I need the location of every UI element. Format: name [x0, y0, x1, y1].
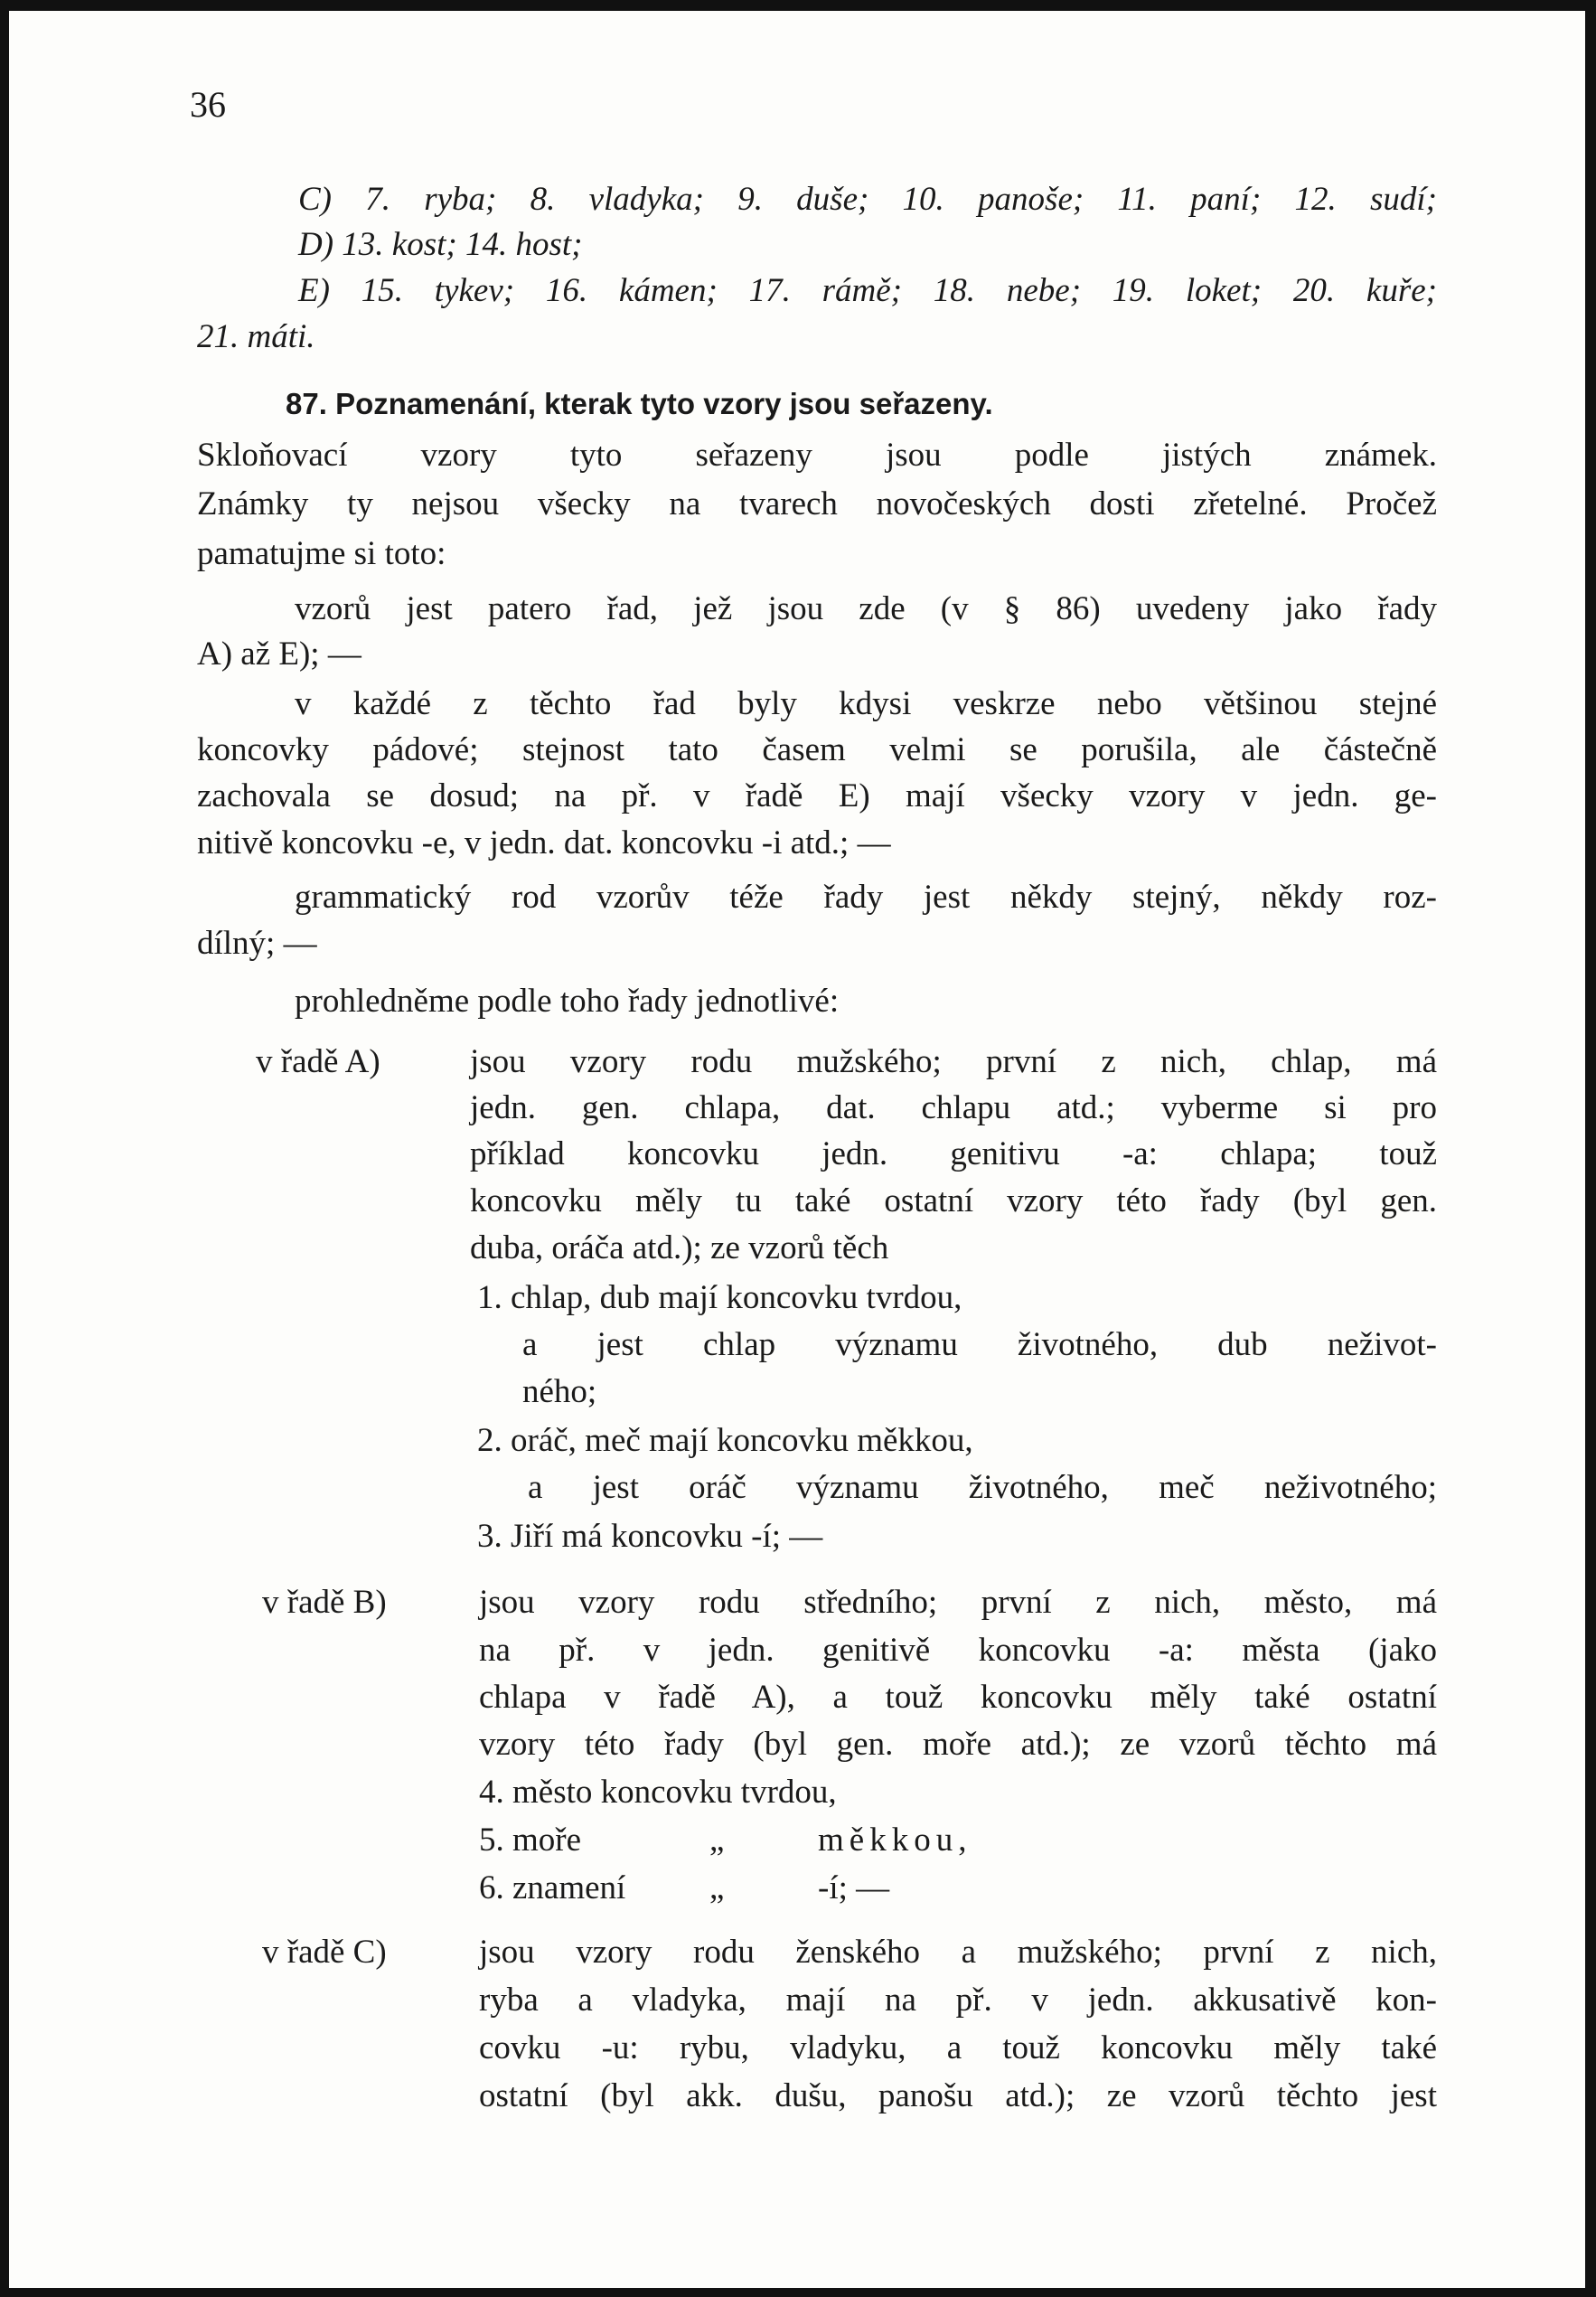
- scan-border-bottom: [0, 2288, 1596, 2297]
- pattern-row-e: E) 15. tykev; 16. kámen; 17. rámě; 18. nebe; 19. loket; 20. kuře;: [298, 272, 1437, 309]
- row-a-item: 3. Jiří má koncovku -í; —: [477, 1518, 823, 1555]
- pattern-row-e-cont: 21. máti.: [197, 318, 315, 355]
- section-title: Poznamenání, kterak tyto vzory jsou seřazeny.: [335, 387, 993, 420]
- row-b-line: jsou vzory rodu středního; první z nich, město, má: [479, 1584, 1437, 1621]
- scan-border-top: [0, 0, 1596, 11]
- row-a-line: jsou vzory rodu mužského; první z nich, chlap, má: [470, 1043, 1437, 1080]
- row-b-item: -í; —: [818, 1869, 890, 1906]
- row-b-item: měkkou,: [818, 1822, 972, 1859]
- paragraph-line: prohledněme podle toho řady jednotlivé:: [295, 983, 840, 1020]
- paragraph-line: koncovky pádové; stejnost tato časem velmi se porušila, ale částečně: [197, 731, 1437, 768]
- paragraph-line: nitivě koncovku -e, v jedn. dat. koncovku -i atd.; —: [197, 824, 891, 861]
- paragraph-line: vzorů jest patero řad, jež jsou zde (v § 86) uvedeny jako řady: [295, 590, 1437, 627]
- row-c-line: covku -u: rybu, vladyku, a touž koncovku měly také: [479, 2029, 1437, 2066]
- paragraph-line: pamatujme si toto:: [197, 535, 446, 572]
- row-a-item: a jest oráč významu životného, meč neživotného;: [528, 1469, 1437, 1506]
- row-b-line: vzory této řady (byl gen. moře atd.); ze vzorů těchto má: [479, 1726, 1437, 1763]
- row-b-line: na př. v jedn. genitivě koncovku -a: města (jako: [479, 1632, 1437, 1669]
- row-c-line: ostatní (byl akk. dušu, panošu atd.); ze vzorů těchto jest: [479, 2077, 1437, 2114]
- scan-border-left: [0, 0, 9, 2297]
- pattern-row-d: D) 13. kost; 14. host;: [298, 226, 583, 263]
- row-a-line: duba, oráča atd.); ze vzorů těch: [470, 1229, 889, 1266]
- ditto-mark: „: [709, 1822, 725, 1859]
- row-c-line: ryba a vladyka, mají na př. v jedn. akkusativě kon-: [479, 1982, 1437, 2019]
- section-heading: [286, 383, 993, 425]
- row-c-line: jsou vzory rodu ženského a mužského; první z nich,: [479, 1934, 1437, 1971]
- row-a-item: ného;: [522, 1373, 597, 1410]
- scan-border-right: [1585, 0, 1596, 2297]
- paragraph-line: grammatický rod vzorův téže řady jest někdy stejný, někdy roz-: [295, 879, 1437, 916]
- row-label-a: v řadě A): [256, 1043, 380, 1080]
- row-a-line: jedn. gen. chlapa, dat. chlapu atd.; vyberme si pro: [470, 1089, 1437, 1126]
- paragraph-line: A) až E); —: [197, 635, 361, 673]
- row-a-item: 1. chlap, dub mají koncovku tvrdou,: [477, 1279, 962, 1316]
- row-label-b: v řadě B): [262, 1584, 387, 1621]
- row-b-item: 6. znamení: [479, 1869, 626, 1906]
- row-b-item: 5. moře: [479, 1822, 582, 1859]
- section-number: 87.: [286, 387, 327, 420]
- paragraph-line: zachovala se dosud; na př. v řadě E) mají všecky vzory v jedn. ge-: [197, 777, 1437, 814]
- page-number: 36: [190, 84, 226, 125]
- paragraph-line: v každé z těchto řad byly kdysi veskrze nebo většinou stejné: [295, 685, 1437, 722]
- paragraph-line: dílný; —: [197, 925, 317, 962]
- row-a-line: příklad koncovku jedn. genitivu -a: chlapa; touž: [470, 1135, 1437, 1172]
- row-b-item: 4. město koncovku tvrdou,: [479, 1774, 837, 1811]
- row-a-item: 2. oráč, meč mají koncovku měkkou,: [477, 1422, 973, 1459]
- ditto-mark: „: [709, 1869, 725, 1906]
- paragraph-line: Známky ty nejsou všecky na tvarech novočeských dosti zřetelné. Pročež: [197, 485, 1437, 522]
- row-a-line: koncovku měly tu také ostatní vzory této řady (byl gen.: [470, 1182, 1437, 1219]
- pattern-row-c: C) 7. ryba; 8. vladyka; 9. duše; 10. panoše; 11. paní; 12. sudí;: [298, 181, 1437, 218]
- row-b-line: chlapa v řadě A), a touž koncovku měly také ostatní: [479, 1679, 1437, 1716]
- row-a-item: a jest chlap významu životného, dub neživot-: [522, 1326, 1437, 1363]
- row-label-c: v řadě C): [262, 1934, 387, 1971]
- paragraph-line: Skloňovací vzory tyto seřazeny jsou podle jistých známek.: [197, 437, 1437, 474]
